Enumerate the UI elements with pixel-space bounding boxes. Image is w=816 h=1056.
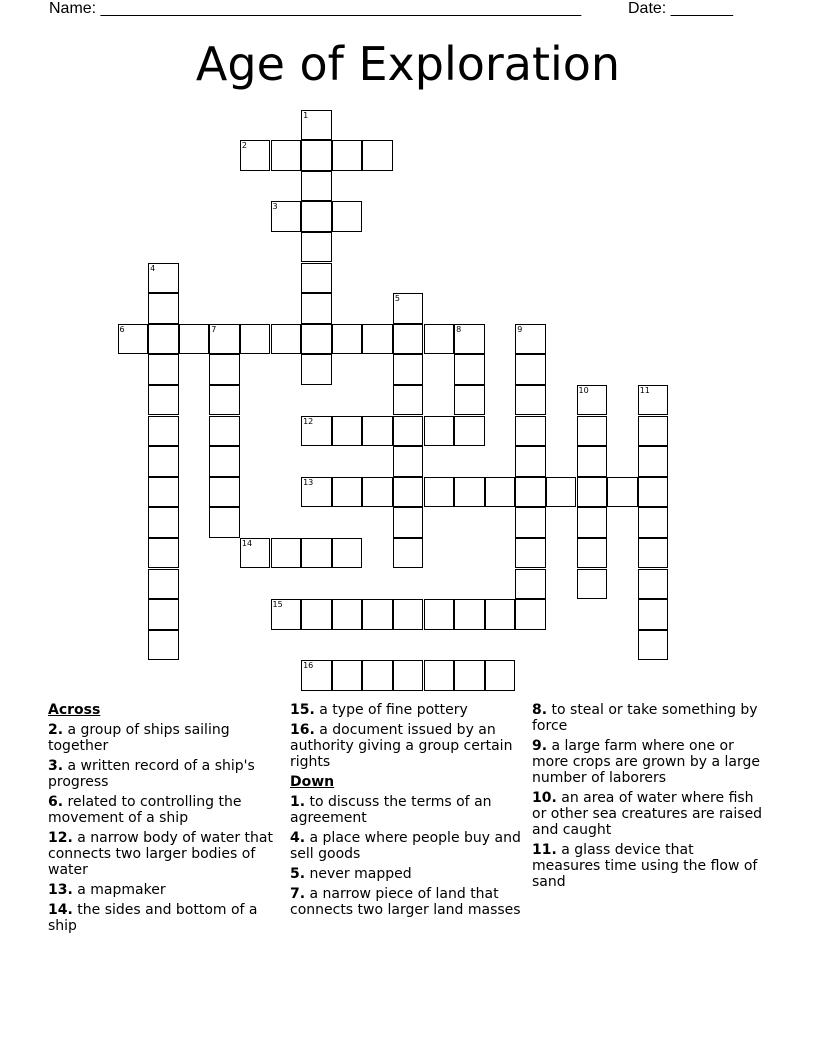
clue-number: 9. — [532, 738, 548, 754]
clues-column-3 — [532, 702, 764, 894]
crossword-cell[interactable] — [148, 324, 179, 355]
clue-text: to steal or take something by force — [532, 702, 758, 734]
clue-down-4 — [290, 830, 522, 862]
crossword-cell[interactable] — [638, 569, 669, 600]
clue-number-label: 6 — [119, 324, 125, 334]
crossword-cell[interactable] — [301, 416, 332, 447]
crossword-cell[interactable] — [332, 416, 363, 447]
crossword-cell[interactable] — [515, 354, 546, 385]
clue-number: 5. — [290, 866, 306, 882]
across-heading: Across — [48, 702, 101, 718]
clue-number: 12. — [48, 830, 73, 846]
crossword-cell[interactable] — [638, 507, 669, 538]
crossword-cell[interactable] — [240, 538, 271, 569]
crossword-cell[interactable] — [271, 599, 302, 630]
crossword-cell[interactable] — [638, 446, 669, 477]
crossword-cell[interactable] — [209, 385, 240, 416]
clues-column-1 — [48, 702, 280, 938]
crossword-cell[interactable] — [638, 630, 669, 661]
clue-number-label: 9 — [517, 324, 523, 334]
clue-number: 1. — [290, 794, 306, 810]
crossword-cell[interactable] — [148, 263, 179, 294]
crossword-cell[interactable] — [485, 660, 516, 691]
crossword-cell[interactable] — [362, 416, 393, 447]
crossword-cell[interactable] — [148, 569, 179, 600]
crossword-cell[interactable] — [577, 385, 608, 416]
clue-across-12 — [48, 830, 280, 878]
clue-text: a narrow piece of land that connects two larger land masses — [290, 886, 521, 918]
clue-text: to discuss the terms of an agreement — [290, 794, 492, 826]
clue-text: a place where people buy and sell goods — [290, 830, 521, 862]
crossword-cell[interactable] — [301, 354, 332, 385]
crossword-cell[interactable] — [515, 507, 546, 538]
crossword-cell[interactable] — [424, 477, 455, 508]
clue-number-label: 5 — [394, 294, 400, 304]
crossword-cell[interactable] — [577, 569, 608, 600]
crossword-cell[interactable] — [332, 599, 363, 630]
crossword-cell[interactable] — [148, 385, 179, 416]
crossword-cell[interactable] — [118, 324, 149, 355]
crossword-cell[interactable] — [148, 538, 179, 569]
crossword-cell[interactable] — [209, 477, 240, 508]
crossword-cell[interactable] — [148, 416, 179, 447]
crossword-cell[interactable] — [454, 416, 485, 447]
crossword-cell[interactable] — [454, 477, 485, 508]
crossword-cell[interactable] — [209, 416, 240, 447]
crossword-cell[interactable] — [393, 446, 424, 477]
crossword-cell[interactable] — [577, 507, 608, 538]
clue-number-label: 13 — [303, 477, 314, 487]
crossword-cell[interactable] — [515, 569, 546, 600]
crossword-cell[interactable] — [638, 477, 669, 508]
crossword-cell[interactable] — [332, 324, 363, 355]
crossword-cell[interactable] — [301, 263, 332, 294]
clue-number: 13. — [48, 882, 73, 898]
crossword-cell[interactable] — [454, 324, 485, 355]
clue-down-7 — [290, 886, 522, 918]
crossword-cell[interactable] — [362, 660, 393, 691]
crossword-cell[interactable] — [515, 324, 546, 355]
crossword-cell[interactable] — [209, 507, 240, 538]
crossword-cell[interactable] — [515, 538, 546, 569]
crossword-cell[interactable] — [332, 140, 363, 171]
crossword-cell[interactable] — [362, 477, 393, 508]
crossword-cell[interactable] — [424, 599, 455, 630]
crossword-cell[interactable] — [332, 660, 363, 691]
clue-number-label: 11 — [639, 385, 650, 395]
date-field-label: Date: _______ — [628, 0, 733, 17]
clue-number: 7. — [290, 886, 306, 902]
crossword-cell[interactable] — [515, 446, 546, 477]
crossword-cell[interactable] — [362, 140, 393, 171]
crossword-cell[interactable] — [454, 660, 485, 691]
crossword-cell[interactable] — [148, 293, 179, 324]
crossword-cell[interactable] — [485, 599, 516, 630]
clue-number-label: 8 — [456, 324, 462, 334]
crossword-cell[interactable] — [271, 538, 302, 569]
clue-text: related to controlling the movement of a ship — [48, 794, 242, 826]
clue-text: a large farm where one or more crops are grown by a large number of laborers — [532, 738, 760, 786]
crossword-cell[interactable] — [148, 630, 179, 661]
clue-text: a group of ships sailing together — [48, 722, 230, 754]
clue-number: 14. — [48, 902, 73, 918]
clue-number: 10. — [532, 790, 557, 806]
clue-across-3 — [48, 758, 280, 790]
clue-text: a mapmaker — [77, 882, 166, 898]
crossword-cell[interactable] — [607, 477, 638, 508]
crossword-cell[interactable] — [546, 477, 577, 508]
crossword-cell[interactable] — [271, 201, 302, 232]
clue-down-5 — [290, 866, 522, 882]
crossword-cell[interactable] — [301, 660, 332, 691]
clue-text: a glass device that measures time using the flow of sand — [532, 842, 758, 890]
crossword-cell[interactable] — [301, 110, 332, 141]
crossword-cell[interactable] — [209, 446, 240, 477]
crossword-cell[interactable] — [301, 477, 332, 508]
clue-number: 4. — [290, 830, 306, 846]
crossword-cell[interactable] — [148, 507, 179, 538]
crossword-cell[interactable] — [393, 354, 424, 385]
clue-number-label: 7 — [211, 324, 217, 334]
clue-down-11 — [532, 842, 764, 890]
crossword-cell[interactable] — [179, 324, 210, 355]
crossword-cell[interactable] — [301, 538, 332, 569]
crossword-cell[interactable] — [148, 354, 179, 385]
crossword-cell[interactable] — [393, 477, 424, 508]
crossword-cell[interactable] — [424, 416, 455, 447]
clue-text: a document issued by an authority giving a group certain rights — [290, 722, 513, 770]
page-title: Age of Exploration — [195, 37, 621, 91]
crossword-cell[interactable] — [240, 140, 271, 171]
clue-number-label: 16 — [303, 661, 314, 671]
clue-across-13 — [48, 882, 280, 898]
clue-number: 3. — [48, 758, 64, 774]
clue-across-6 — [48, 794, 280, 826]
crossword-cell[interactable] — [362, 324, 393, 355]
crossword-cell[interactable] — [515, 599, 546, 630]
crossword-cell[interactable] — [577, 477, 608, 508]
name-field-label: Name: ______________________________________________________ — [49, 0, 582, 17]
clue-number: 15. — [290, 702, 315, 718]
crossword-cell[interactable] — [271, 324, 302, 355]
crossword-cell[interactable] — [638, 599, 669, 630]
clue-number-label: 10 — [578, 385, 589, 395]
crossword-cell[interactable] — [577, 416, 608, 447]
clue-number: 6. — [48, 794, 64, 810]
crossword-cell[interactable] — [638, 538, 669, 569]
crossword-cell[interactable] — [362, 599, 393, 630]
clue-text: the sides and bottom of a ship — [48, 902, 258, 934]
crossword-cell[interactable] — [454, 599, 485, 630]
crossword-cell[interactable] — [454, 354, 485, 385]
clue-down-8 — [532, 702, 764, 734]
crossword-cell[interactable] — [393, 324, 424, 355]
crossword-cell[interactable] — [577, 538, 608, 569]
crossword-cell[interactable] — [577, 446, 608, 477]
clue-number-label: 4 — [150, 263, 156, 273]
clue-across-15 — [290, 702, 522, 718]
crossword-cell[interactable] — [332, 538, 363, 569]
clue-down-10 — [532, 790, 764, 838]
crossword-cell[interactable] — [393, 538, 424, 569]
crossword-cell[interactable] — [240, 324, 271, 355]
clue-across-14 — [48, 902, 280, 934]
crossword-cell[interactable] — [393, 599, 424, 630]
clue-text: a narrow body of water that connects two larger bodies of water — [48, 830, 273, 878]
crossword-cell[interactable] — [393, 385, 424, 416]
clue-number: 16. — [290, 722, 315, 738]
clue-text: never mapped — [309, 866, 412, 882]
crossword-cell[interactable] — [148, 599, 179, 630]
clue-text: an area of water where fish or other sea creatures are raised and caught — [532, 790, 763, 838]
crossword-cell[interactable] — [301, 201, 332, 232]
crossword-cell[interactable] — [638, 416, 669, 447]
crossword-cell[interactable] — [393, 293, 424, 324]
crossword-cell[interactable] — [209, 324, 240, 355]
crossword-cell[interactable] — [515, 477, 546, 508]
clue-number-label: 15 — [272, 600, 283, 610]
clue-number-label: 1 — [303, 110, 309, 120]
crossword-cell[interactable] — [424, 324, 455, 355]
crossword-cell[interactable] — [638, 385, 669, 416]
crossword-cell[interactable] — [148, 446, 179, 477]
clue-number: 8. — [532, 702, 548, 718]
crossword-cell[interactable] — [515, 385, 546, 416]
clue-down-1 — [290, 794, 522, 826]
crossword-cell[interactable] — [148, 477, 179, 508]
crossword-cell[interactable] — [454, 385, 485, 416]
clue-across-2 — [48, 722, 280, 754]
crossword-cell[interactable] — [332, 477, 363, 508]
crossword-cell[interactable] — [424, 660, 455, 691]
down-heading: Down — [290, 774, 335, 790]
clue-number-label: 2 — [241, 141, 247, 151]
crossword-cell[interactable] — [301, 232, 332, 263]
crossword-cell[interactable] — [209, 354, 240, 385]
crossword-cell[interactable] — [485, 477, 516, 508]
clue-number: 11. — [532, 842, 557, 858]
clue-number-label: 14 — [241, 538, 253, 548]
clue-number-label: 3 — [272, 202, 278, 212]
clues-column-2 — [290, 702, 522, 922]
clue-text: a type of fine pottery — [319, 702, 468, 718]
clue-number-label: 12 — [303, 416, 314, 426]
crossword-cell[interactable] — [393, 660, 424, 691]
crossword-cell[interactable] — [301, 293, 332, 324]
crossword-cell[interactable] — [301, 140, 332, 171]
crossword-cell[interactable] — [301, 171, 332, 202]
crossword-cell[interactable] — [393, 507, 424, 538]
crossword-cell[interactable] — [393, 416, 424, 447]
crossword-cell[interactable] — [301, 599, 332, 630]
clue-text: a written record of a ship's progress — [48, 758, 255, 790]
crossword-cell[interactable] — [332, 201, 363, 232]
clue-number: 2. — [48, 722, 64, 738]
clue-down-9 — [532, 738, 764, 786]
crossword-cell[interactable] — [301, 324, 332, 355]
crossword-cell[interactable] — [515, 416, 546, 447]
crossword-cell[interactable] — [271, 140, 302, 171]
clue-across-16 — [290, 722, 522, 770]
